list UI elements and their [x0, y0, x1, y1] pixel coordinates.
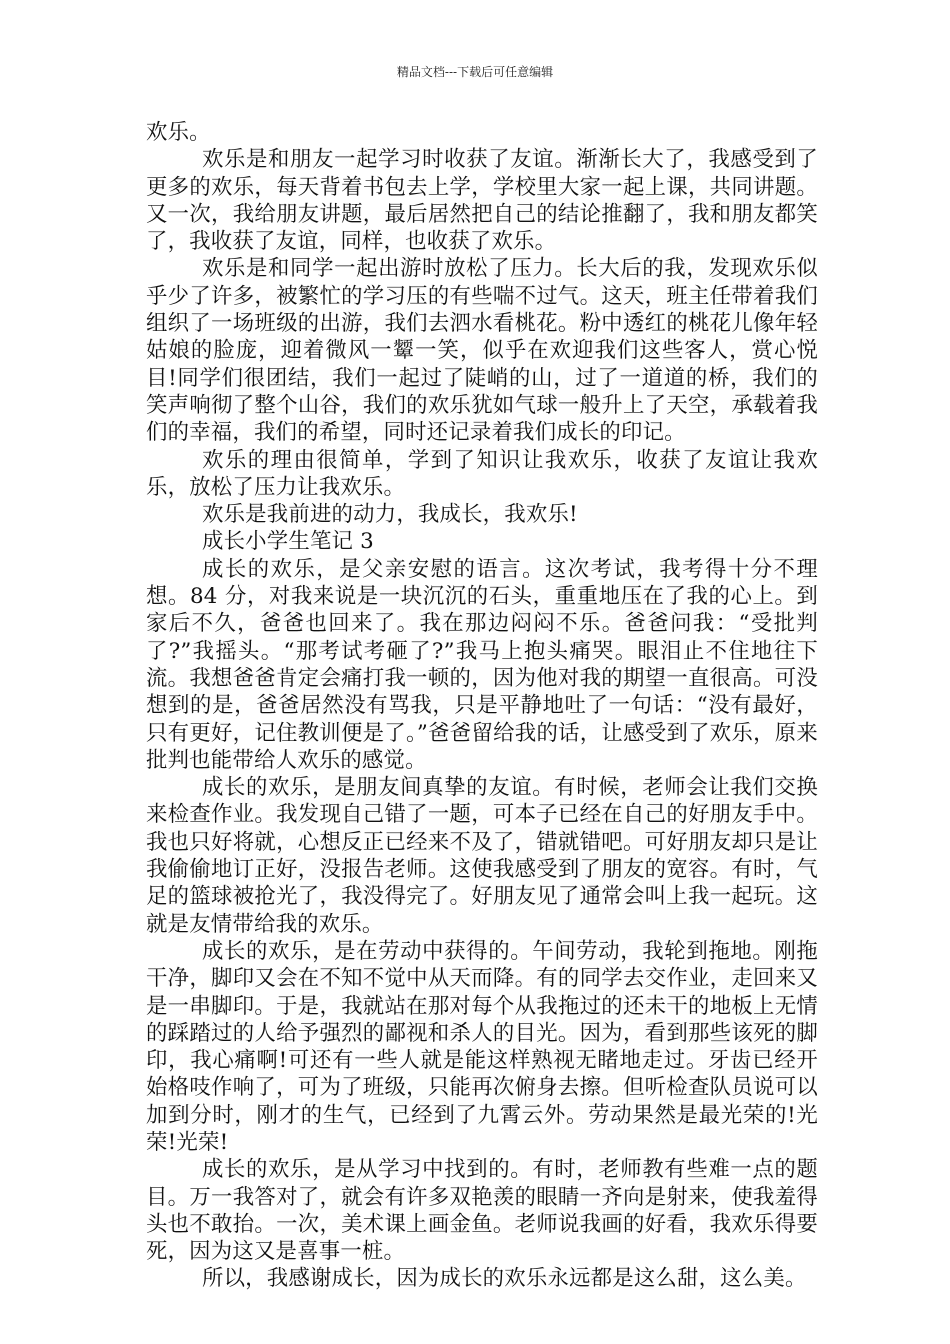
paragraph: 欢乐是我前进的动力，我成长，我欢乐! — [202, 502, 578, 528]
paragraph: 欢乐的理由很简单，学到了知识让我欢乐，收获了友谊让我欢乐，放松了压力让我欢乐。 — [146, 447, 818, 500]
paragraph: 成长的欢乐，是朋友间真挚的友谊。有时候，老师会让我们交换来检查作业。我发现自己错了一题，可本子已经在自己的好朋友手中。我也只好将就，心想反正已经来不及了，错就错吧。可好朋友却只是让我偷偷地订正好，没报告老师。这使我感受到了朋友的宽容。有时，气足的篮球被抢光了，我没得完了。好朋友见了通常会叫上我一起玩。这就是友情带给我的欢乐。 — [146, 775, 818, 937]
document-body — [146, 119, 818, 1293]
paragraph: 成长的欢乐，是父亲安慰的语言。这次考试，我考得十分不理想。84 分，对我来说是一块沉沉的石头，重重地压在了我的心上。到家后不久，爸爸也回来了。我在那边闷闷不乐。爸爸问我：“受批判了?”我摇头。“那考试考砸了?”我马上抱头痛哭。眼泪止不住地往下流。我想爸爸肯定会痛打我一顿的，因为他对我的期望一直很高。可没想到的是，爸爸居然没有骂我，只是平静地吐了一句话：“没有最好，只有更好，记住教训便是了。”爸爸留给我的话，让感受到了欢乐，原来批判也能带给人欢乐的感觉。 — [146, 556, 818, 773]
paragraph: 欢乐是和同学一起出游时放松了压力。长大后的我，发现欢乐似乎少了许多，被繁忙的学习压的有些喘不过气。这天，班主任带着我们组织了一场班级的出游，我们去泗水看桃花。粉中透红的桃花儿像年轻姑娘的脸庞，迎着微风一颦一笑，似乎在欢迎我们这些客人，赏心悦目!同学们很团结，我们一起过了陡峭的山，过了一道道的桥，我们的笑声响彻了整个山谷，我们的欢乐犹如气球一般升上了天空，承载着我们的幸福，我们的希望，同时还记录着我们成长的印记。 — [146, 256, 818, 446]
paragraph: 所以，我感谢成长，因为成长的欢乐永远都是这么甜，这么美。 — [202, 1266, 807, 1292]
section-title: 成长小学生笔记 3 — [202, 529, 374, 555]
paragraph: 成长的欢乐，是从学习中找到的。有时，老师教有些难一点的题目。万一我答对了，就会有许多双艳羡的眼睛一齐向是射来，使我羞得头也不敢抬。一次，美术课上画金鱼。老师说我画的好看，我欢乐得要死，因为这又是喜事一桩。 — [146, 1157, 818, 1265]
paragraph: 欢乐是和朋友一起学习时收获了友谊。渐渐长大了，我感受到了更多的欢乐，每天背着书包去上学，学校里大家一起上课，共同讲题。又一次，我给朋友讲题，最后居然把自己的结论推翻了，我和朋友都笑了，我收获了友谊，同样，也收获了欢乐。 — [146, 147, 818, 255]
paragraph: 欢乐。 — [146, 120, 211, 145]
paragraph: 成长的欢乐，是在劳动中获得的。午间劳动，我轮到拖地。刚拖干净，脚印又会在不知不觉中从天而降。有的同学去交作业，走回来又是一串脚印。于是，我就站在那对每个从我拖过的还未干的地板上无情的踩踏过的人给予强烈的鄙视和杀人的目光。因为，看到那些该死的脚印，我心痛啊!可还有一些人就是能这样熟视无睹地走过。牙齿已经开始格吱作响了，可为了班级，只能再次俯身去擦。但听检查队员说可以加到分时，刚才的生气，已经到了九霄云外。劳动果然是最光荣的!光荣!光荣! — [146, 938, 818, 1155]
page-header: 精品文档---下载后可任意编辑 — [396, 65, 554, 79]
